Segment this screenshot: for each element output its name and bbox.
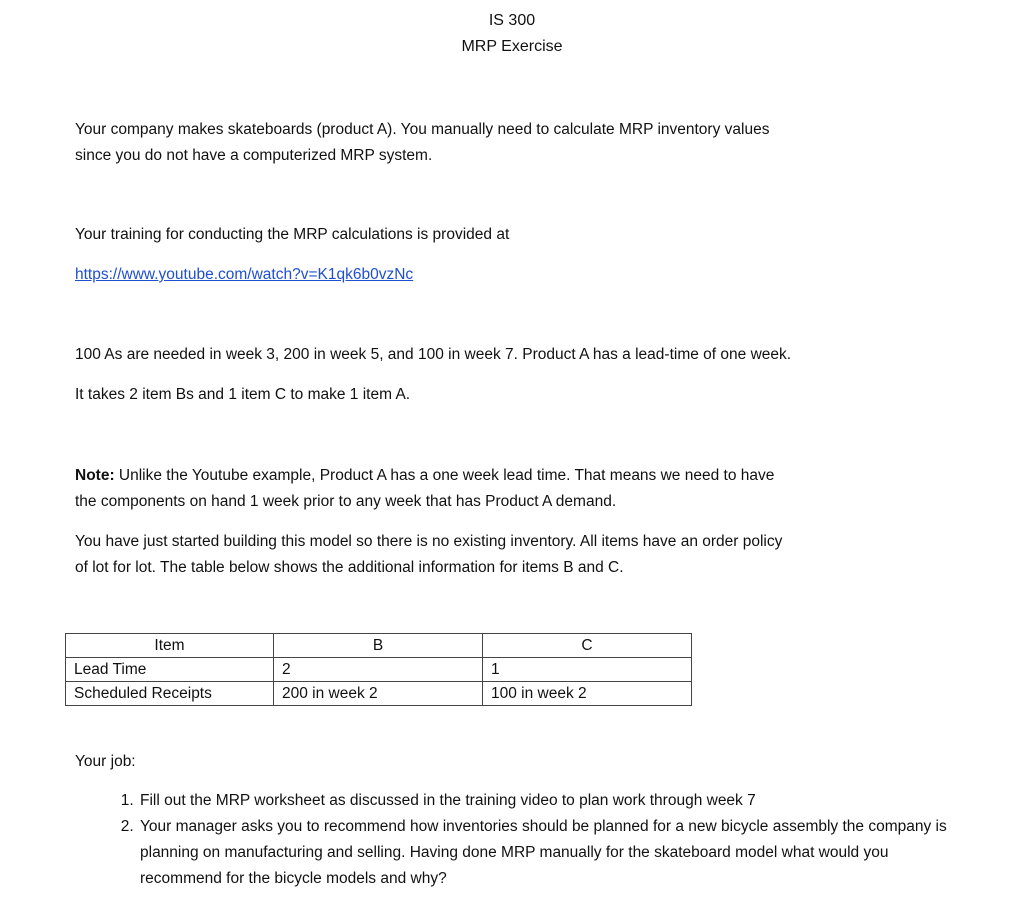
table-row	[66, 658, 692, 682]
table-header-c: C	[483, 634, 692, 658]
document-title: MRP Exercise	[461, 38, 563, 55]
table-cell: 100 in week 2	[483, 682, 692, 706]
intro-line-1: Your company makes skateboards (product A). You manually need to calculate MRP inventory values	[75, 121, 770, 138]
job-heading: Your job:	[75, 753, 136, 770]
list-item: 2. Your manager asks you to recommend how inventories should be planned for a new bicycle assembly the company is planning on manufacturing and selling. Having done MRP manually for the skateboard model what would you recommend for the bicycle models and why?	[138, 814, 968, 892]
demand-line-2: It takes 2 item Bs and 1 item C to make 1 item A.	[75, 386, 411, 403]
table-cell: 1	[483, 658, 692, 682]
note-line-1	[75, 463, 935, 489]
table-cell: Scheduled Receipts	[66, 682, 274, 706]
table-cell: Lead Time	[66, 658, 274, 682]
note-label: Note:	[75, 467, 115, 484]
training-link-row	[75, 262, 935, 288]
inventory-line-2: of lot for lot. The table below shows the additional information for items B and C.	[75, 559, 624, 576]
table-cell: 2	[274, 658, 483, 682]
note-text: Unlike the Youtube example, Product A has a one week lead time. That means we need to have	[114, 467, 775, 484]
note-line-2: the components on hand 1 week prior to any week that has Product A demand.	[75, 493, 617, 510]
training-video-link[interactable]: https://www.youtube.com/watch?v=K1qk6b0vzNc	[75, 266, 414, 283]
intro-line-2: since you do not have a computerized MRP system.	[75, 147, 433, 164]
table-row	[66, 682, 692, 706]
demand-line-1: 100 As are needed in week 3, 200 in week 5, and 100 in week 7. Product A has a lead-time of one week.	[75, 346, 792, 363]
table-header-b: B	[274, 634, 483, 658]
table-cell: 200 in week 2	[274, 682, 483, 706]
job-list	[105, 788, 968, 892]
item-info-table	[65, 633, 692, 706]
table-header-item: Item	[66, 634, 274, 658]
training-text: Your training for conducting the MRP calculations is provided at	[75, 226, 510, 243]
course-title: IS 300	[488, 12, 536, 29]
table-header-row	[66, 634, 692, 658]
list-item: 1. Fill out the MRP worksheet as discussed in the training video to plan work through week 7	[138, 788, 968, 814]
inventory-line-1: You have just started building this model so there is no existing inventory. All items have an order policy	[75, 533, 783, 550]
